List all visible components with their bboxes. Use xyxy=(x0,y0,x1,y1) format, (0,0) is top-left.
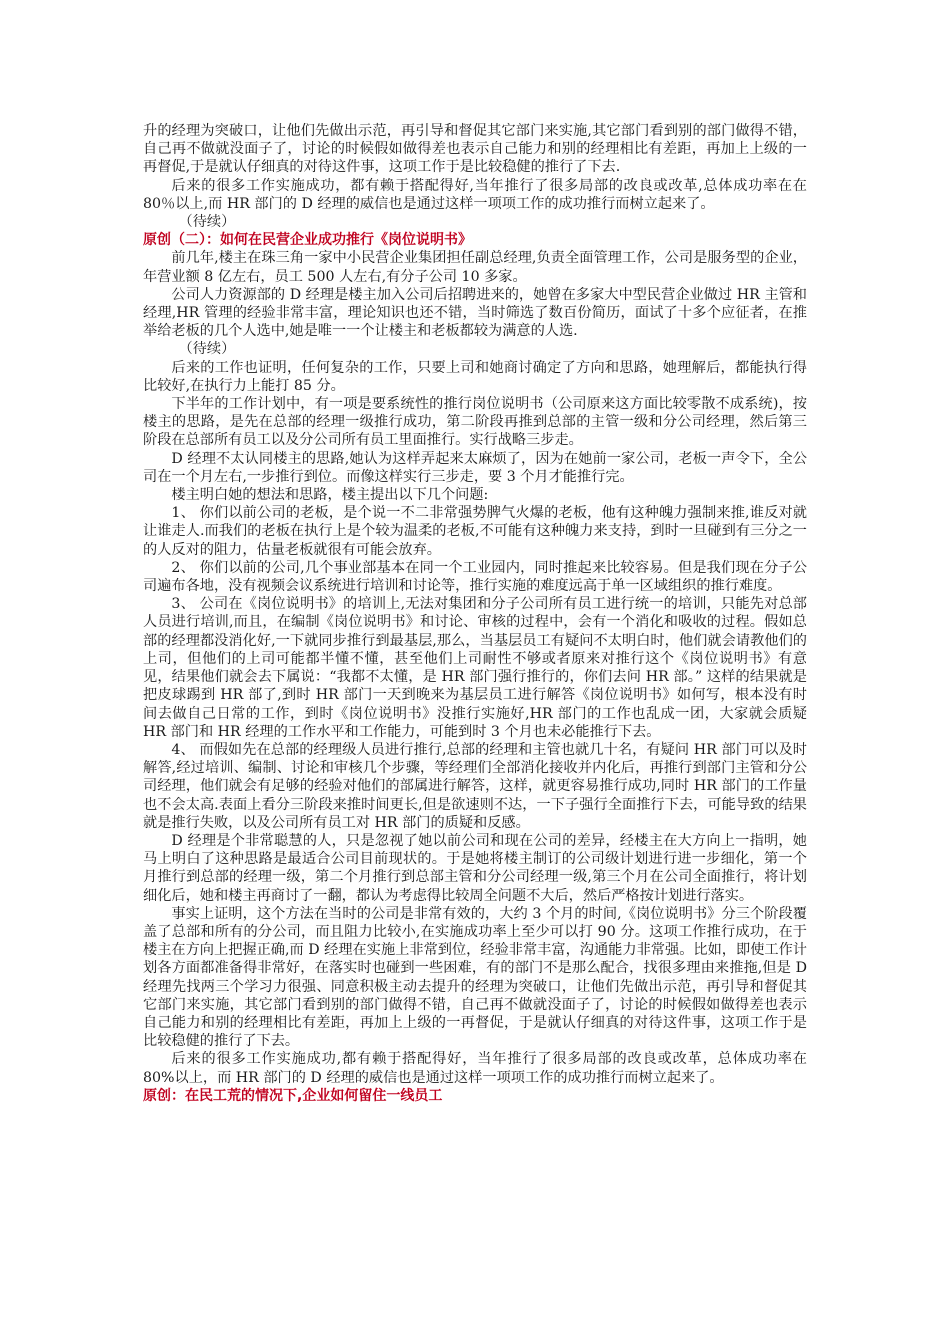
paragraph: 后来的很多工作实施成功，都有赖于搭配得好,当年推行了很多局部的改良或改革,总体成功率在在 80％以上,而 HR 部门的 D 经理的威信也是通过这样一项项工作的成功推行而树立起来了。 xyxy=(143,177,807,212)
list-item: 3、 公司在《岗位说明书》的培训上,无法对集团和分子公司所有员工进行统一的培训，只能先对总部人员进行培训,而且，在编制《岗位说明书》和讨论、审核的过程中，会有一个消化和吸收的过程。假如总部的经理都没消化好,一下就同步推行到最基层,那么，当基层员工有疑问不太明白时，他们就会请教他们的上司，但他们的上司可能都半懂不懂，甚至他们上司耐性不够或者原来对推行这个《岗位说明书》有意见，结果他们就会去下属说：“我都不太懂，是 HR 部门强行推行的，你们去问 HR 部。” 这样的结果就是把皮球踢到 HR 部了,到时 HR 部门一天到晚来为基层员工进行解答《岗位说明书》如何写，根本没有时间去做自己日常的工作，到时《岗位说明书》没推行实施好,HR 部门的工作也乱成一团，大家就会质疑 HR 部门和 HR 经理的工作水平和工作能力，可能到时 3 个月也未必能推行下去。 xyxy=(143,596,807,740)
paragraph: 前几年,楼主在珠三角一家中小民营企业集团担任副总经理,负责全面管理工作，公司是服务型的企业，年营业额 8 亿左右，员工 500 人左右,有分子公司 10 多家。 xyxy=(143,250,807,285)
paragraph: 事实上证明，这个方法在当时的公司是非常有效的，大约 3 个月的时间,《岗位说明书》分三个阶段覆盖了总部和所有的分公司，而且阻力比较小,在实施成功率上至少可以打 90 分。这项工作推行成功，在于楼主在方向上把握正确,而 D 经理在实施上非常到位，经验非常丰富，沟通能力非常强。比如，即使工作计划各方面都准备得非常好，在落实时也碰到一些困难，有的部门不是那么配合，找很多理由来推拖,但是 D 经理先找两三个学习力很强、同意积极主动去提升的经理为突破口，让他们先做出示范，再引导和督促其它部门来实施，其它部门看到别的部门做得不错，自己再不做就没面子了，讨论的时候假如做得差也表示自己能力和别的经理相比有差距，再加上上级的一再督促，于是就认仔细真的对待这件事，这项工作于是比较稳健的推行了下去。 xyxy=(143,905,807,1050)
section-heading: 原创（二）：如何在民营企业成功推行《岗位说明书》 xyxy=(143,232,472,249)
document-page xyxy=(143,122,807,1105)
to-be-continued-note: （待续） xyxy=(178,341,236,358)
paragraph: 下半年的工作计划中，有一项是要系统性的推行岗位说明书（公司原来这方面比较零散不成系统)，按楼主的思路，是先在总部的经理一级推行成功，第二阶段再推到总部的主管一级和分公司经理，然后第三阶段在总部所有员工以及分公司所有员工里面推行。实行战略三步走。 xyxy=(143,396,807,449)
list-item: 1、 你们以前公司的老板，是个说一不二非常强势脾气火爆的老板，他有这种魄力强制来推,谁反对就让谁走人.而我们的老板在执行上是个较为温柔的老板,不可能有这种魄力来支持，到时一旦碰到有三分之一的人反对的阻力，估量老板就很有可能会放弃。 xyxy=(143,505,807,558)
section-heading: 原创：在民工荒的情况下,企业如何留住一线员工 xyxy=(143,1087,443,1104)
to-be-continued-note: （待续） xyxy=(178,214,236,231)
paragraph: 升的经理为突破口，让他们先做出示范，再引导和督促其它部门来实施,其它部门看到别的部门做得不错，自己再不做就没面子了，讨论的时候假如做得差也表示自己能力和别的经理相比有差距，再加上上级的一再督促,于是就认仔细真的对待这件事，这项工作于是比较稳健的推行了下去. xyxy=(143,123,807,176)
list-item: 2、 你们以前的公司,几个事业部基本在同一个工业园内，同时推起来比较容易。但是我们现在分子公司遍布各地，没有视频会议系统进行培训和讨论等，推行实施的难度远高于单一区域组织的推行难度。 xyxy=(143,559,807,595)
paragraph: 公司人力资源部的 D 经理是楼主加入公司后招聘进来的，她曾在多家大中型民营企业做过 HR 主管和经理,HR 管理的经验非常丰富，理论知识也还不错，当时筛选了数百份简历，面试了十多个应征者，在推举给老板的几个人选中,她是唯一一个让楼主和老板都较为满意的人选. xyxy=(143,286,807,340)
paragraph: D 经理是个非常聪慧的人，只是忽视了她以前公司和现在公司的差异，经楼主在大方向上一指明，她马上明白了这种思路是最适合公司目前现状的。于是她将楼主制订的公司级计划进行进一步细化，第一个月推行到总部的经理一级，第二个月推行到总部主管和分公司经理一级,第三个月在公司全面推行，将计划细化后，她和楼主再商讨了一翻，都认为考虑得比较周全问题不大后，然后严格按计划进行落实。 xyxy=(143,832,807,904)
paragraph: 后来的很多工作实施成功,都有赖于搭配得好，当年推行了很多局部的改良或改革，总体成功率在 80%以上，而 HR 部门的 D 经理的威信也是通过这样一项项工作的成功推行而树立起来了。 xyxy=(143,1051,807,1086)
paragraph: 楼主明白她的想法和思路，楼主提出以下几个问题: xyxy=(171,487,489,504)
paragraph: 后来的工作也证明，任何复杂的工作，只要上司和她商讨确定了方向和思路，她理解后，都能执行得比较好,在执行力上能打 85 分。 xyxy=(143,359,807,394)
paragraph: D 经理不太认同楼主的思路,她认为这样弄起来太麻烦了，因为在她前一家公司，老板一声令下，全公司在一个月左右,一步推行到位。而像这样实行三步走，要 3 个月才能推行完。 xyxy=(143,450,807,485)
list-item: 4、 而假如先在总部的经理级人员进行推行,总部的经理和主管也就几十名，有疑问 HR 部门可以及时解答,经过培训、编制、讨论和审核几个步骤，等经理们全部消化接收并内化后，再推行到部门主管和分公司经理，他们就会有足够的经验对他们的部属进行解答，这样，就更容易推行成功,同时 HR 部门的工作量也不会太高.表面上看分三阶段来推时间更长,但是欲速则不达，一下子强行全面推行下去，可能导致的结果就是推行失败，以及公司所有员工对 HR 部门的质疑和反感。 xyxy=(143,741,807,831)
